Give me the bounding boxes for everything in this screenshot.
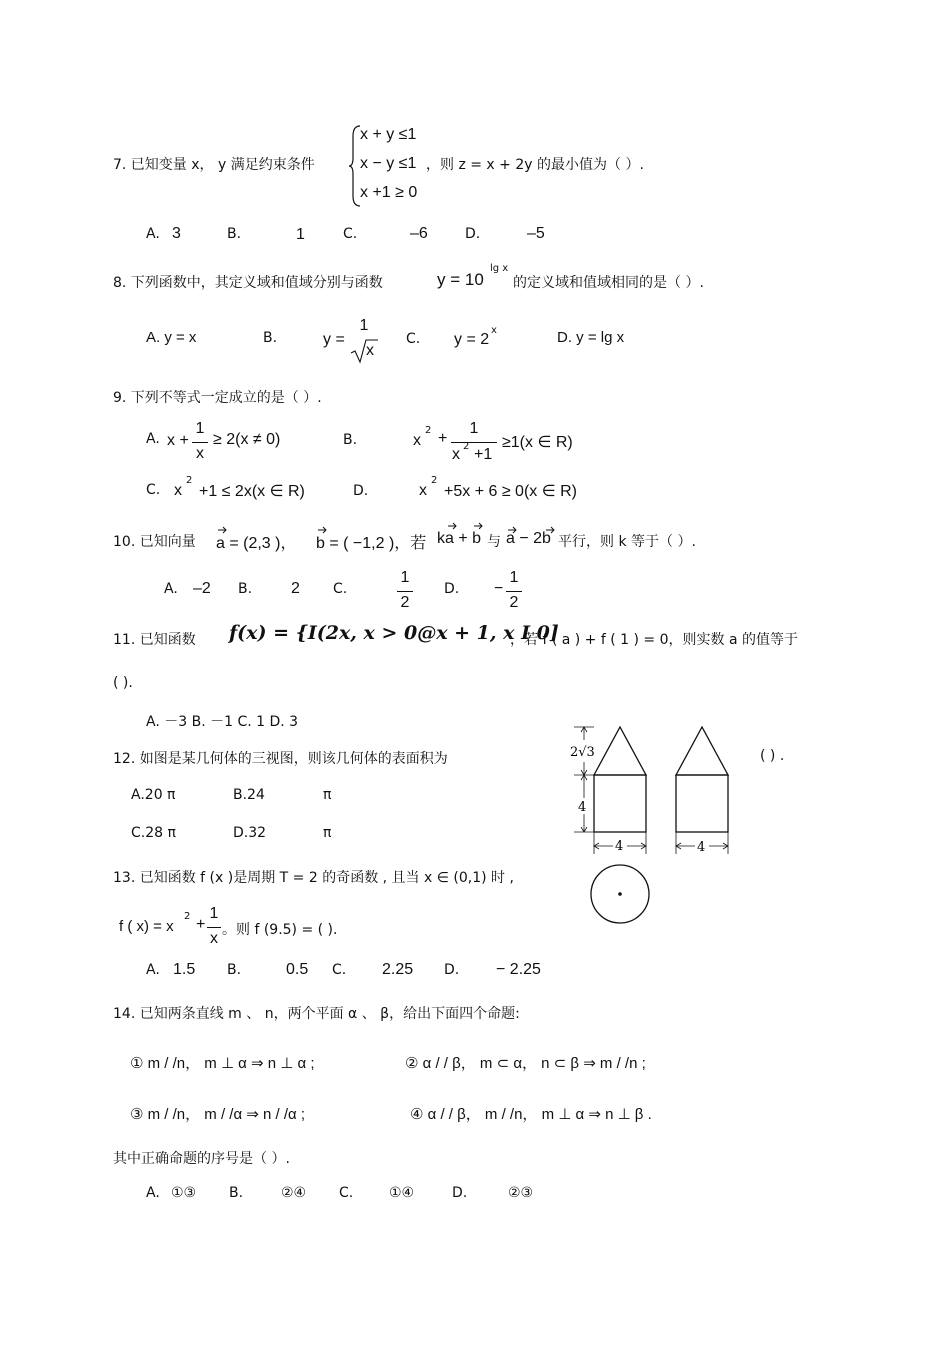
q10-opt-c-den: 2 — [400, 594, 410, 611]
q7-constraint-3: x +1 ≥ 0 — [360, 184, 418, 201]
q9-opt-b-den-post: +1 — [474, 446, 493, 463]
q8-opt-b-den: x — [366, 342, 374, 359]
q13-opt-c-value: 2.25 — [382, 961, 414, 978]
q7-opt-b-label: B. — [227, 226, 242, 242]
q7-opt-c-label: C. — [343, 226, 358, 242]
q7-opt-d-value: –5 — [527, 225, 545, 242]
top-view — [591, 865, 649, 923]
q14-stem: 14. 已知两条直线 m 、 n，两个平面 α 、 β，给出下面四个命题: — [113, 1006, 520, 1022]
q9-opt-b-den: x — [452, 446, 460, 463]
q12-opt-d-pi: π — [323, 825, 332, 841]
q12-stem: 12. 如图是某几何体的三视图，则该几何体的表面积为 — [113, 751, 448, 767]
q10-stem: 10. 已知向量 — [113, 534, 196, 550]
q14-opt-c-value: ①④ — [389, 1185, 415, 1201]
side-view — [676, 727, 728, 854]
three-view-diagram — [560, 718, 760, 930]
q9-opt-d-sup: 2 — [431, 475, 438, 486]
q10-vector-b: b = ( −1,2 )，若 — [316, 535, 427, 552]
q10-opt-d-num: 1 — [509, 569, 519, 586]
q8-opt-a: A. y = x — [146, 329, 197, 346]
q9-opt-c-sup: 2 — [186, 475, 193, 486]
q14-opt-d-label: D. — [452, 1185, 468, 1201]
q9-opt-b-plus: + — [438, 430, 448, 447]
q9-opt-a-post: ≥ 2(x ≠ 0) — [213, 431, 281, 448]
q10-opt-d-label: D. — [444, 581, 460, 597]
q9-opt-b-pre: x — [413, 432, 421, 449]
q9-opt-d-label: D. — [353, 483, 369, 499]
q7-stem: 7. 已知变量 x， y 满足约束条件 — [113, 157, 315, 173]
q9-stem: 9. 下列不等式一定成立的是（ ）. — [113, 390, 322, 406]
q10-combo2: a − 2b — [506, 530, 551, 547]
q11-options: A. －3 B. －1 C. 1 D. 3 — [146, 714, 299, 730]
q13-num: 1 — [209, 905, 219, 922]
q10-opt-d-sign: − — [494, 580, 504, 597]
q13-opt-b-label: B. — [227, 962, 242, 978]
q8-opt-c-value: y = 2 — [454, 331, 490, 348]
fraction-bar — [207, 927, 221, 928]
q14-prop-1: ① m / /n， m ⊥ α ⇒ n ⊥ α ; — [130, 1055, 315, 1072]
vector-arrows-icon — [214, 520, 574, 534]
q14-opt-d-value: ②③ — [508, 1185, 534, 1201]
q10-opt-c-label: C. — [333, 581, 348, 597]
q9-opt-b-sup: 2 — [425, 425, 432, 436]
q10-ask: 平行，则 k 等于（ ）. — [558, 534, 696, 550]
q8-opt-c-label: C. — [406, 331, 421, 347]
q10-opt-a-value: –2 — [193, 580, 211, 597]
q10-opt-b-label: B. — [238, 581, 253, 597]
q12-bracket: ( ) . — [760, 748, 785, 764]
q9-opt-b-post: ≥1(x ∈ R) — [502, 434, 573, 451]
q14-ask: 其中正确命题的序号是（ ）. — [113, 1151, 290, 1167]
dim-label-width-side: 4 — [697, 840, 706, 855]
q12-opt-b-pi: π — [323, 787, 332, 803]
q9-opt-b-num: 1 — [469, 420, 479, 437]
q9-opt-d-pre: x — [419, 482, 427, 499]
q7-opt-b-value: 1 — [296, 226, 305, 243]
q11-ask: ，若 f ( a ) + f ( 1 ) = 0，则实数 a 的值等于 — [510, 632, 798, 648]
q14-prop-3: ③ m / /n， m / /α ⇒ n / /α ; — [130, 1106, 306, 1123]
q9-opt-a-den: x — [196, 445, 204, 462]
q9-opt-a-num: 1 — [195, 420, 205, 437]
q7-opt-d-label: D. — [465, 226, 481, 242]
q10-combo: ka + b — [437, 530, 482, 547]
q7-opt-a-label: A. — [146, 226, 160, 242]
q8-opt-b-num: 1 — [359, 317, 369, 334]
q8-opt-c-exponent: x — [491, 325, 497, 336]
q13-den: x — [210, 930, 218, 947]
q12-opt-b: B.24 — [233, 787, 265, 803]
fraction-bar — [192, 442, 208, 443]
q9-opt-c-label: C. — [146, 482, 161, 498]
q8-formula-exponent: lg x — [490, 263, 509, 274]
q7-constraint-1: x + y ≤1 — [360, 126, 417, 143]
q10-opt-c-num: 1 — [400, 569, 410, 586]
q11-ask-cont: ( ). — [113, 675, 133, 691]
q7-constraint-2: x − y ≤1 — [360, 155, 417, 172]
q13-ask: 。则 f (9.5) = ( ). — [222, 922, 338, 938]
dim-label-height: 2√3 — [570, 745, 595, 760]
q8-opt-b-lhs: y = — [323, 331, 345, 348]
q7-opt-a-value: 3 — [172, 225, 181, 242]
q7-ask: ，则 z = x + 2y 的最小值为（ ）. — [426, 157, 644, 173]
q12-opt-a: A.20 π — [131, 787, 176, 803]
q14-opt-c-label: C. — [339, 1185, 354, 1201]
q14-opt-a-label: A. — [146, 1185, 160, 1201]
q12-opt-d: D.32 — [233, 825, 267, 841]
q11-stem: 11. 已知函数 — [113, 632, 196, 648]
q8-opt-b-label: B. — [263, 330, 278, 346]
dim-label-side: 4 — [578, 800, 587, 815]
fraction-bar — [506, 591, 522, 592]
q9-opt-c-post: +1 ≤ 2x(x ∈ R) — [199, 483, 305, 500]
q7-opt-c-value: –6 — [410, 225, 428, 242]
q13-opt-b-value: 0.5 — [286, 961, 309, 978]
fraction-bar — [397, 591, 413, 592]
q12-opt-c: C.28 π — [131, 825, 176, 841]
q13-stem: 13. 已知函数 f (x )是周期 T = 2 的奇函数 , 且当 x ∈ (0,1) 时 , — [113, 870, 514, 886]
q9-opt-a-label: A. — [146, 431, 160, 447]
q9-opt-d-post: +5x + 6 ≥ 0(x ∈ R) — [444, 483, 577, 500]
q8-opt-d: D. y = lg x — [557, 329, 625, 346]
q13-opt-a-value: 1.5 — [173, 961, 196, 978]
q10-opt-a-label: A. — [164, 581, 178, 597]
q13-plus: + — [196, 916, 206, 933]
q10-opt-b-value: 2 — [291, 580, 300, 597]
q10-opt-d-den: 2 — [509, 594, 519, 611]
q10-vector-a: a = (2,3 )， — [216, 535, 297, 552]
fraction-bar — [451, 442, 497, 443]
dim-label-width-front: 4 — [615, 839, 624, 854]
q9-opt-c-pre: x — [174, 482, 182, 499]
q14-opt-a-value: ①③ — [171, 1185, 197, 1201]
q9-opt-b-label: B. — [343, 432, 358, 448]
q9-opt-a-pre: x + — [167, 432, 189, 449]
q14-opt-b-label: B. — [229, 1185, 244, 1201]
q14-prop-4: ④ α / / β， m / /n， m ⊥ α ⇒ n ⊥ β . — [410, 1106, 652, 1123]
q14-prop-2: ② α / / β， m ⊂ α， n ⊂ β ⇒ m / /n ; — [405, 1055, 646, 1072]
q14-opt-b-value: ②④ — [281, 1185, 307, 1201]
q9-opt-b-den-sup: 2 — [463, 441, 470, 452]
q13-opt-d-value: − 2.25 — [496, 961, 541, 978]
q8-ask: 的定义域和值域相同的是（ ）. — [513, 275, 704, 291]
q8-formula: y = 10 — [437, 270, 484, 289]
q13-lhs: f ( x) = x — [119, 918, 174, 935]
q8-stem: 8. 下列函数中，其定义域和值域分别与函数 — [113, 275, 383, 291]
q10-with: 与 — [487, 534, 501, 550]
q13-opt-d-label: D. — [444, 962, 460, 978]
q13-opt-c-label: C. — [332, 962, 347, 978]
q13-opt-a-label: A. — [146, 962, 160, 978]
q11-formula: f(x) = {I(2x, x > 0@x + 1, x I 0] — [229, 622, 559, 644]
q13-sup: 2 — [184, 911, 191, 922]
